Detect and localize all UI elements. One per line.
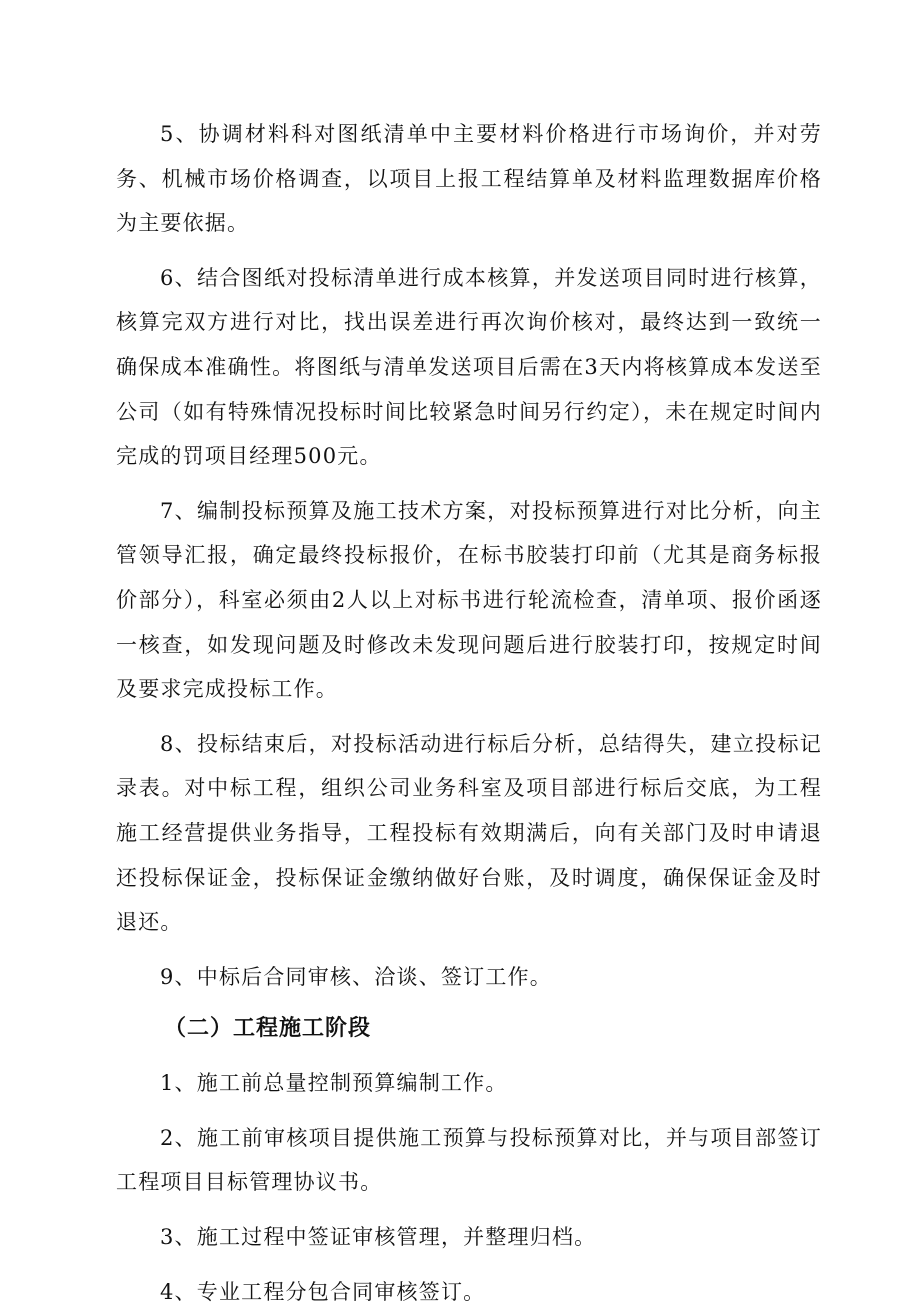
section-paragraph-item-1: 1、施工前总量控制预算编制工作。 bbox=[160, 1071, 508, 1096]
document-body bbox=[116, 112, 822, 1314]
paragraph-item-6: 6、结合图纸对投标清单进行成本核算，并发送项目同时进行核算，核算完双方进行对比，找出误差进行再次询价核对，最终达到一致统一确保成本准确性。将图纸与清单发送项目后需在3天内将核算成本发送至公司（如有特殊情况投标时间比较紧急时间另行约定），未在规定时间内完成的罚项目经理500元。 bbox=[116, 265, 822, 469]
paragraph-item-8: 8、投标结束后，对投标活动进行标后分析，总结得失，建立投标记录表。对中标工程，组织公司业务科室及项目部进行标后交底，为工程施工经营提供业务指导，工程投标有效期满后，向有关部门及时申请退还投标保证金，投标保证金缴纳做好台账，及时调度，确保保证金及时退还。 bbox=[116, 731, 822, 935]
section-paragraph-item-3: 3、施工过程中签证审核管理，并整理归档。 bbox=[160, 1225, 597, 1250]
paragraph-item-5: 5、协调材料科对图纸清单中主要材料价格进行市场询价，并对劳务、机械市场价格调查，以项目上报工程结算单及材料监理数据库价格为主要依据。 bbox=[116, 122, 822, 236]
section-paragraph-item-2: 2、施工前审核项目提供施工预算与投标预算对比，并与项目部签订工程项目目标管理协议书。 bbox=[116, 1125, 822, 1195]
paragraph-item-9: 9、中标后合同审核、洽谈、签订工作。 bbox=[160, 964, 552, 989]
paragraph-item-7: 7、编制投标预算及施工技术方案，对投标预算进行对比分析，向主管领导汇报，确定最终投标报价，在标书胶装打印前（尤其是商务标报价部分），科室必须由2人以上对标书进行轮流检查，清单项、报价函逐一核查，如发现问题及时修改未发现问题后进行胶装打印，按规定时间及要求完成投标工作。 bbox=[116, 498, 822, 702]
section-heading: （二）工程施工阶段 bbox=[164, 1016, 372, 1042]
section-paragraph-item-4: 4、专业工程分包合同审核签订。 bbox=[160, 1279, 486, 1304]
